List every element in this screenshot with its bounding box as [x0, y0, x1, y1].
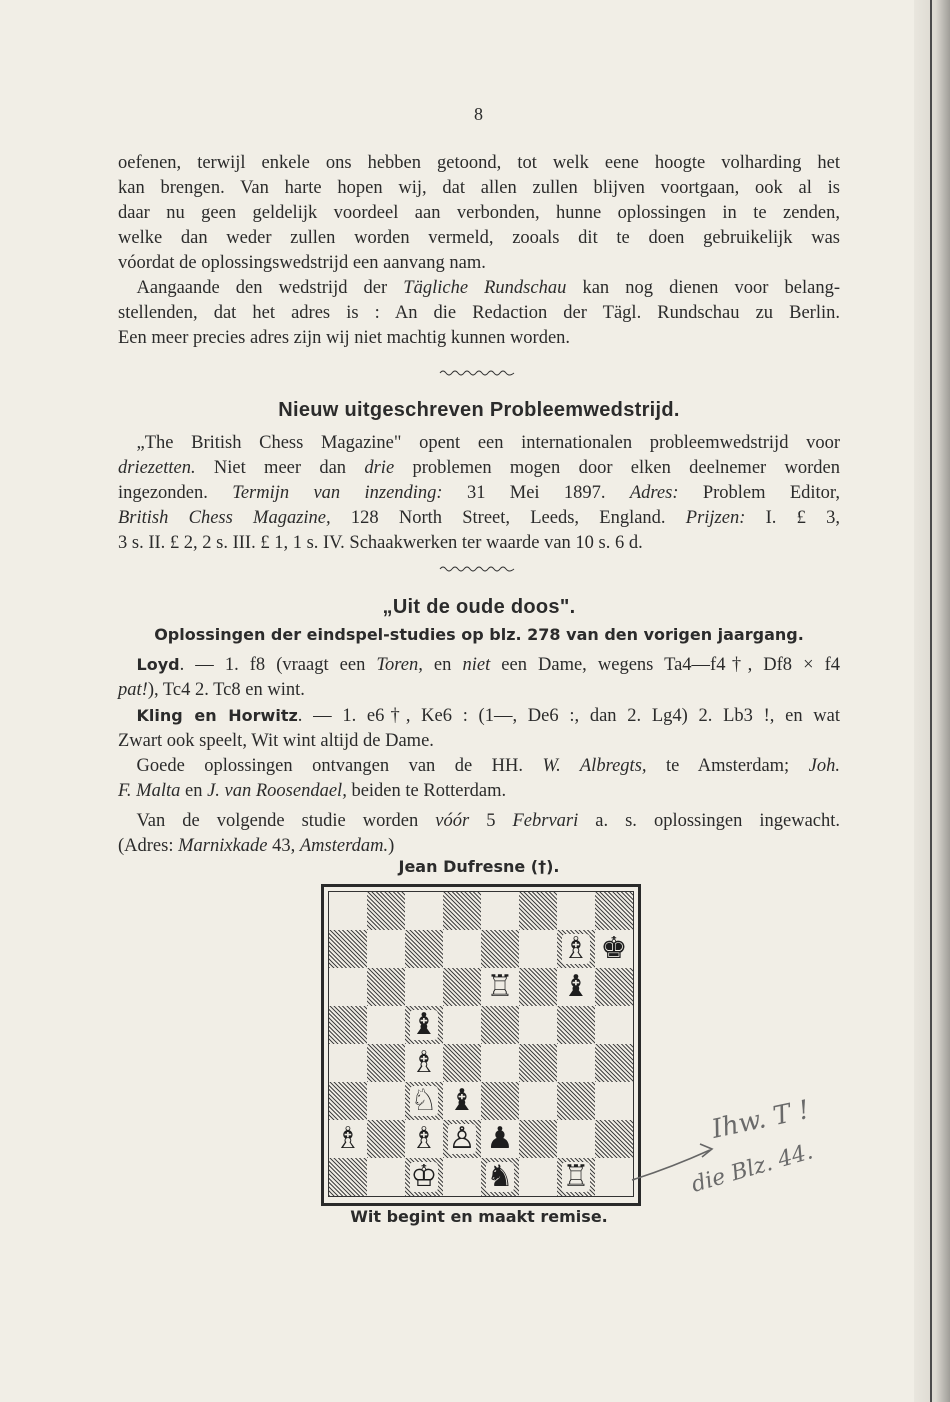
square-f5: [519, 1006, 557, 1044]
text: 5: [469, 811, 513, 831]
chess-piece: ♝: [448, 1083, 476, 1118]
square-a6: [329, 968, 367, 1006]
paragraph-line: [118, 779, 840, 804]
square-h3: [595, 1082, 633, 1120]
italic-text: pat!: [118, 680, 148, 700]
composer-name-kling-horwitz: Kling en Horwitz: [136, 706, 298, 725]
text: en: [422, 655, 463, 675]
square-f3: [519, 1082, 557, 1120]
square-e8: [481, 892, 519, 930]
square-e1: [481, 1158, 519, 1196]
paragraph-line: [118, 456, 840, 481]
square-c2: [405, 1120, 443, 1158]
text: „The British Chess Magazine" opent een internationalen probleemwedstrijd voor: [136, 433, 840, 453]
text: ingezonden.: [118, 483, 233, 503]
square-d8: [443, 892, 481, 930]
page-edge-line: [930, 0, 932, 1402]
italic-text: driezetten.: [118, 458, 196, 478]
section-heading-probleemwedstrijd: Nieuw uitgeschreven Probleemwedstrijd.: [278, 399, 680, 421]
intro-line: oefenen, terwijl enkele ons hebben getoond, tot welk eene hoogte volharding het: [118, 153, 840, 173]
text: 128 North Street, Leeds, England.: [330, 508, 686, 528]
text: kan nog dienen voor belang-: [566, 278, 841, 298]
paragraph-line: [118, 431, 840, 456]
text: a. s. oplossingen ingewacht.: [578, 811, 841, 831]
square-h6: [595, 968, 633, 1006]
section-divider-flourish: [438, 563, 516, 573]
paragraph-line: [118, 652, 840, 678]
square-g7: [557, 930, 595, 968]
square-a3: [329, 1082, 367, 1120]
italic-text: British Chess Magazine,: [118, 508, 331, 528]
square-b5: [367, 1006, 405, 1044]
text: te Amsterdam;: [646, 756, 809, 776]
square-g1: [557, 1158, 595, 1196]
chess-piece: ♝: [410, 1007, 438, 1042]
square-e4: [481, 1044, 519, 1082]
italic-text: vóór: [435, 811, 470, 831]
section-heading-oude-doos: „Uit de oude doos".: [382, 596, 576, 618]
square-b4: [367, 1044, 405, 1082]
text: Aangaande den wedstrijd der: [136, 278, 404, 298]
chess-piece: ♗: [334, 1121, 362, 1156]
italic-text: Adres:: [629, 483, 679, 503]
section-divider-flourish: [438, 367, 516, 377]
square-b3: [367, 1082, 405, 1120]
square-b6: [367, 968, 405, 1006]
chess-diagram: [321, 884, 641, 1206]
chess-piece: ♖: [486, 969, 514, 1004]
square-c3: [405, 1082, 443, 1120]
annotation-line-2: die Blz. 44.: [688, 1139, 816, 1198]
square-b2: [367, 1120, 405, 1158]
italic-text: Febrvari: [512, 811, 579, 831]
square-d5: [443, 1006, 481, 1044]
square-h4: [595, 1044, 633, 1082]
intro-line: daar nu geen geldelijk voordeel aan verbonden, hunne oplossingen in te zenden,: [118, 203, 840, 223]
italic-text: Marnixkade: [178, 836, 268, 856]
square-c1: [405, 1158, 443, 1196]
paragraph-line: [118, 834, 840, 859]
intro-line: welke dan weder zullen worden vermeld, zooals dit te doen gebruikelijk was: [118, 228, 840, 248]
text: Niet meer dan: [195, 458, 365, 478]
text: ), Tc4 2. Tc8 en wint.: [147, 680, 305, 700]
text: 43,: [267, 836, 300, 856]
solutions-subheading: Oplossingen der eindspel-studies op blz. 278 van den vorigen jaargang.: [154, 625, 804, 644]
square-f4: [519, 1044, 557, 1082]
square-f6: [519, 968, 557, 1006]
paragraph-line: [118, 703, 840, 729]
italic-text: drie: [364, 458, 395, 478]
intro-line: kan brengen. Van harte hopen wij, dat allen zullen blijven voortgaan, ook al is: [118, 178, 840, 198]
paragraph-line: [118, 809, 840, 834]
diagram-author: Jean Dufresne (†).: [398, 857, 560, 876]
page-number: 8: [474, 104, 483, 124]
italic-text: Prijzen:: [685, 508, 746, 528]
square-a7: [329, 930, 367, 968]
paragraph-line: [118, 481, 840, 506]
text: en: [180, 781, 208, 801]
italic-text: Toren,: [376, 655, 423, 675]
solutions-paragraph: [118, 652, 840, 804]
square-h2: [595, 1120, 633, 1158]
chess-piece: ♝: [562, 969, 590, 1004]
rundschau-line-1: [118, 276, 840, 301]
page-edge: [914, 0, 950, 1402]
square-f2: [519, 1120, 557, 1158]
square-d6: [443, 968, 481, 1006]
square-h1: [595, 1158, 633, 1196]
probleemwedstrijd-paragraph: [118, 431, 840, 556]
square-f8: [519, 892, 557, 930]
paragraph-line: 3 s. II. £ 2, 2 s. III. £ 1, 1 s. IV. Schaakwerken ter waarde van 10 s. 6 d.: [118, 533, 643, 553]
italic-text: J. van Roosendael,: [207, 781, 347, 801]
italic-text: niet: [462, 655, 491, 675]
square-a4: [329, 1044, 367, 1082]
square-e7: [481, 930, 519, 968]
square-f7: [519, 930, 557, 968]
chess-piece: ♔: [410, 1159, 438, 1194]
square-b8: [367, 892, 405, 930]
square-d2: [443, 1120, 481, 1158]
chess-piece: ♞: [486, 1159, 514, 1194]
study-announcement-paragraph: [118, 809, 840, 859]
text: Goede oplossingen ontvangen van de HH.: [136, 756, 543, 776]
text: . — 1. e6†, Ke6 : (1—, De6 :, dan 2. Lg4) 2. Lb3 !, en wat: [297, 706, 840, 726]
square-b7: [367, 930, 405, 968]
square-h7: [595, 930, 633, 968]
text: beiden te Rotterdam.: [346, 781, 507, 801]
intro-paragraph: [118, 151, 840, 276]
text: Van de volgende studie worden: [136, 811, 436, 831]
square-c5: [405, 1006, 443, 1044]
text: (Adres:: [118, 836, 179, 856]
square-e6: [481, 968, 519, 1006]
square-a1: [329, 1158, 367, 1196]
chess-board: [328, 891, 634, 1197]
square-c7: [405, 930, 443, 968]
diagram-caption: Wit begint en maakt remise.: [350, 1207, 608, 1226]
square-c6: [405, 968, 443, 1006]
text: ): [388, 836, 395, 856]
square-f1: [519, 1158, 557, 1196]
chess-piece: ♗: [410, 1045, 438, 1080]
square-d7: [443, 930, 481, 968]
text: . — 1. f8 (vraagt een: [179, 655, 377, 675]
square-h5: [595, 1006, 633, 1044]
chess-piece: ♗: [562, 931, 590, 966]
square-g6: [557, 968, 595, 1006]
chess-piece: ♘: [410, 1083, 438, 1118]
paragraph-line: Zwart ook speelt, Wit wint altijd de Dame.: [118, 731, 434, 751]
square-d1: [443, 1158, 481, 1196]
text: Problem Editor,: [678, 483, 840, 503]
text: een Dame, wegens Ta4—f4†, Df8 × f4: [490, 655, 841, 675]
chess-piece: ♟: [486, 1121, 514, 1156]
square-e2: [481, 1120, 519, 1158]
square-e3: [481, 1082, 519, 1120]
square-g3: [557, 1082, 595, 1120]
square-a8: [329, 892, 367, 930]
square-a5: [329, 1006, 367, 1044]
intro-line: vóordat de oplossingswedstrijd een aanvang nam.: [118, 253, 486, 273]
square-c8: [405, 892, 443, 930]
text: problemen mogen door elken deelnemer worden: [394, 458, 840, 478]
chess-piece: ♚: [600, 931, 628, 966]
italic-text: Joh.: [808, 756, 840, 776]
italic-text: Termijn van inzending:: [232, 483, 443, 503]
square-g4: [557, 1044, 595, 1082]
newspaper-name: Tägliche Rundschau: [403, 278, 567, 298]
square-c4: [405, 1044, 443, 1082]
text: 31 Mei 1897.: [442, 483, 630, 503]
rundschau-line-3: Een meer precies adres zijn wij niet machtig kunnen worden.: [118, 328, 571, 348]
square-e5: [481, 1006, 519, 1044]
square-h8: [595, 892, 633, 930]
italic-text: Amsterdam.: [299, 836, 389, 856]
square-d3: [443, 1082, 481, 1120]
chess-piece: ♗: [410, 1121, 438, 1156]
chess-piece: ♙: [448, 1121, 476, 1156]
paragraph-line: [118, 754, 840, 779]
annotation-line-1: Ihw. T !: [709, 1094, 813, 1145]
rundschau-line-2: stellenden, dat het adres is : An die Redaction der Tägl. Rundschau zu Berlin.: [118, 303, 840, 323]
paragraph-line: [118, 678, 840, 703]
square-g8: [557, 892, 595, 930]
square-b1: [367, 1158, 405, 1196]
italic-text: W. Albregts,: [542, 756, 647, 776]
paragraph-line: [118, 506, 840, 531]
italic-text: F. Malta: [118, 781, 181, 801]
chess-piece: ♖: [562, 1159, 590, 1194]
square-g5: [557, 1006, 595, 1044]
square-a2: [329, 1120, 367, 1158]
rundschau-paragraph: [118, 276, 840, 351]
text: I. £ 3,: [745, 508, 840, 528]
handwritten-annotation: [630, 1060, 860, 1210]
composer-name-loyd: Loyd: [136, 655, 180, 674]
square-d4: [443, 1044, 481, 1082]
square-g2: [557, 1120, 595, 1158]
